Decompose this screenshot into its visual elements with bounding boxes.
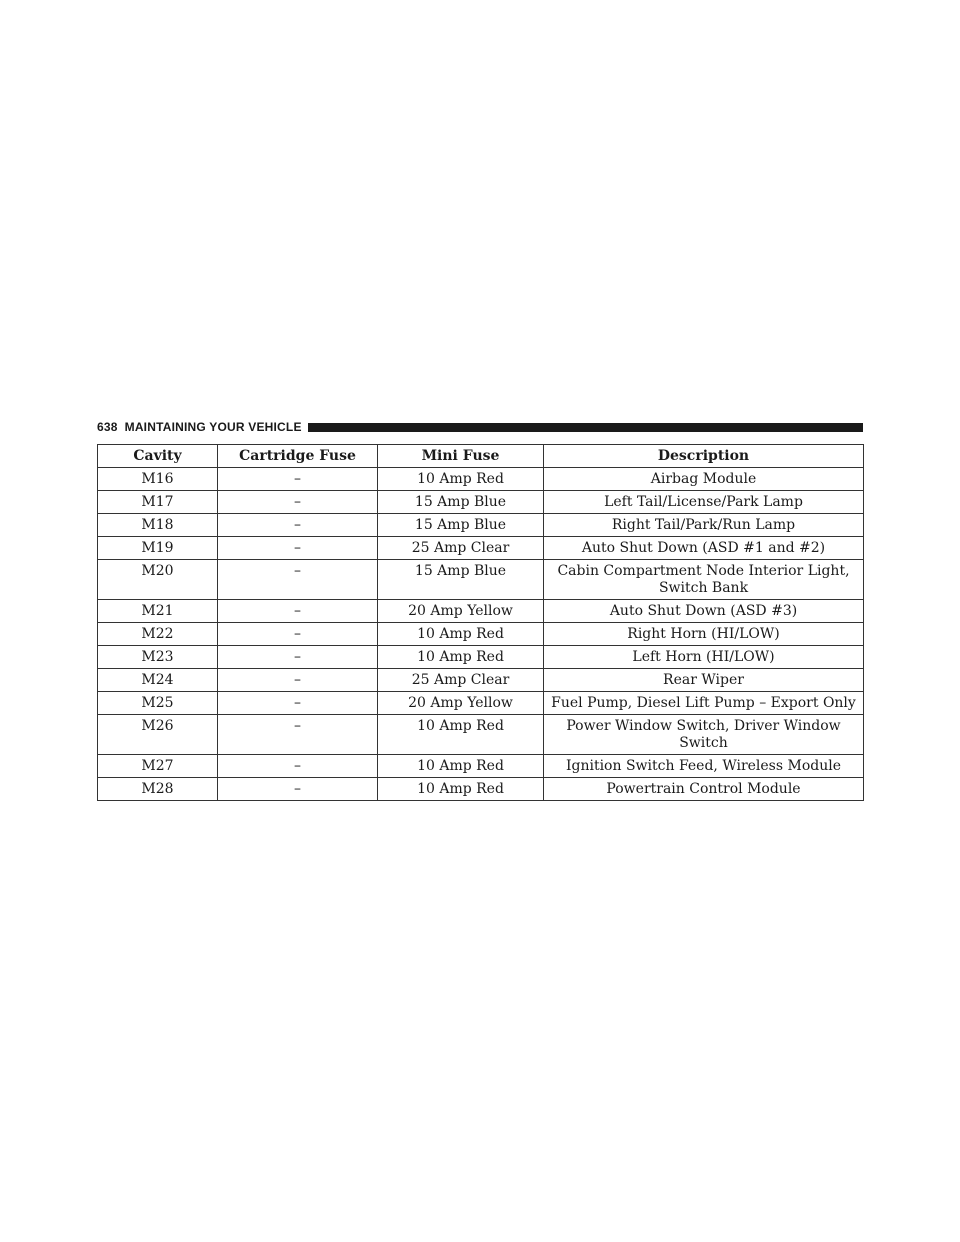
page-number: 638: [97, 420, 118, 434]
section-title: MAINTAINING YOUR VEHICLE: [124, 420, 302, 434]
cavity-cell: M16: [98, 468, 218, 491]
cavity-cell: M25: [98, 692, 218, 715]
table-row: [98, 755, 864, 778]
mini-fuse-cell: 15 Amp Blue: [378, 491, 544, 514]
cartridge-fuse-cell: –: [218, 623, 378, 646]
cartridge-fuse-cell: –: [218, 669, 378, 692]
fuse-table: [97, 444, 864, 801]
table-row: [98, 514, 864, 537]
cavity-cell: M18: [98, 514, 218, 537]
column-header-description: Description: [544, 445, 864, 468]
description-cell: Rear Wiper: [544, 669, 864, 692]
cartridge-fuse-cell: –: [218, 560, 378, 600]
description-cell: Cabin Compartment Node Interior Light, Switch Bank: [544, 560, 864, 600]
cartridge-fuse-cell: –: [218, 755, 378, 778]
cavity-cell: M23: [98, 646, 218, 669]
table-body: [98, 468, 864, 801]
page-header: [97, 419, 863, 435]
description-cell: Left Horn (HI/LOW): [544, 646, 864, 669]
cavity-cell: M24: [98, 669, 218, 692]
mini-fuse-cell: 10 Amp Red: [378, 646, 544, 669]
cartridge-fuse-cell: –: [218, 778, 378, 801]
mini-fuse-cell: 20 Amp Yellow: [378, 600, 544, 623]
cavity-cell: M19: [98, 537, 218, 560]
table-row: [98, 491, 864, 514]
table-row: [98, 468, 864, 491]
description-cell: Ignition Switch Feed, Wireless Module: [544, 755, 864, 778]
mini-fuse-cell: 20 Amp Yellow: [378, 692, 544, 715]
cavity-cell: M20: [98, 560, 218, 600]
cavity-cell: M28: [98, 778, 218, 801]
cavity-cell: M26: [98, 715, 218, 755]
description-cell: Powertrain Control Module: [544, 778, 864, 801]
header-rule: [308, 423, 863, 432]
mini-fuse-cell: 10 Amp Red: [378, 778, 544, 801]
table-row: [98, 560, 864, 600]
table-row: [98, 623, 864, 646]
table-header-row: [98, 445, 864, 468]
cavity-cell: M21: [98, 600, 218, 623]
mini-fuse-cell: 10 Amp Red: [378, 468, 544, 491]
cartridge-fuse-cell: –: [218, 491, 378, 514]
cartridge-fuse-cell: –: [218, 715, 378, 755]
table-row: [98, 646, 864, 669]
cavity-cell: M27: [98, 755, 218, 778]
column-header-cartridge-fuse: Cartridge Fuse: [218, 445, 378, 468]
column-header-cavity: Cavity: [98, 445, 218, 468]
mini-fuse-cell: 10 Amp Red: [378, 715, 544, 755]
description-cell: Airbag Module: [544, 468, 864, 491]
cartridge-fuse-cell: –: [218, 600, 378, 623]
table-row: [98, 778, 864, 801]
cartridge-fuse-cell: –: [218, 468, 378, 491]
cavity-cell: M22: [98, 623, 218, 646]
column-header-mini-fuse: Mini Fuse: [378, 445, 544, 468]
description-cell: Auto Shut Down (ASD #3): [544, 600, 864, 623]
cartridge-fuse-cell: –: [218, 692, 378, 715]
table-row: [98, 537, 864, 560]
table-row: [98, 669, 864, 692]
table-row: [98, 715, 864, 755]
description-cell: Auto Shut Down (ASD #1 and #2): [544, 537, 864, 560]
mini-fuse-cell: 25 Amp Clear: [378, 537, 544, 560]
cartridge-fuse-cell: –: [218, 514, 378, 537]
mini-fuse-cell: 10 Amp Red: [378, 755, 544, 778]
mini-fuse-cell: 25 Amp Clear: [378, 669, 544, 692]
table-row: [98, 600, 864, 623]
cartridge-fuse-cell: –: [218, 646, 378, 669]
mini-fuse-cell: 10 Amp Red: [378, 623, 544, 646]
description-cell: Fuel Pump, Diesel Lift Pump – Export Only: [544, 692, 864, 715]
table-row: [98, 692, 864, 715]
description-cell: Power Window Switch, Driver Window Switch: [544, 715, 864, 755]
description-cell: Left Tail/License/Park Lamp: [544, 491, 864, 514]
mini-fuse-cell: 15 Amp Blue: [378, 560, 544, 600]
mini-fuse-cell: 15 Amp Blue: [378, 514, 544, 537]
cavity-cell: M17: [98, 491, 218, 514]
description-cell: Right Horn (HI/LOW): [544, 623, 864, 646]
description-cell: Right Tail/Park/Run Lamp: [544, 514, 864, 537]
cartridge-fuse-cell: –: [218, 537, 378, 560]
